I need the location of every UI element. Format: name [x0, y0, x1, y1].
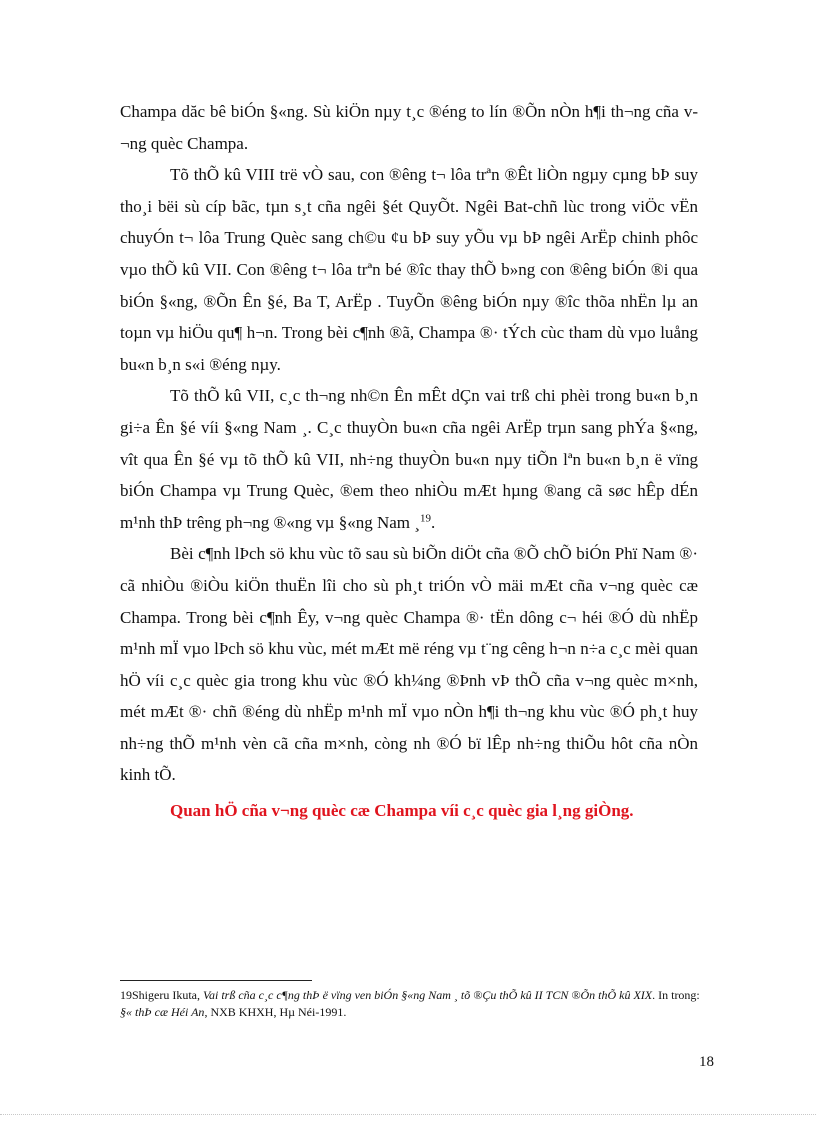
- section-heading: Quan hÖ cña v¬ng quèc cæ Champa víi c¸c quèc gia l¸ng giÒng.: [170, 801, 634, 821]
- footnote: [120, 987, 700, 1021]
- paragraph-3-text: Tõ thÕ kû VII, c¸c th¬ng nh©n Ên mÊt dÇn vai trß chi phèi trong bu«n b¸n gi÷a Ên §é víi §«ng Nam ¸. C¸c thuyÒn bu«n cña ngêi ArËp trµn sang phÝa §«ng, vît qua Ên §é vµ tõ thÕ kû VII, nh÷ng thuyÒn bu«n nµy tiÕn lªn bu«n b¸n ë vïng biÓn Champa vµ Trung Quèc, ®em theo nhiÒu mÆt hµng ®ang cã søc hÊp dÉn m¹nh thÞ trêng ph¬ng ®«ng vµ §«ng Nam ¸: [120, 386, 698, 532]
- footnote-reference[interactable]: 19: [419, 512, 431, 525]
- footnote-title: Vai trß cña c¸c c¶ng thÞ ë vïng ven biÓn §«ng Nam ¸ tõ ®Çu thÕ kû II TCN ®Õn thÕ kû XIX: [203, 988, 653, 1002]
- footnote-in: . In trong:: [652, 988, 700, 1002]
- main-text: [120, 96, 698, 827]
- paragraph-3: Tõ thÕ kû VII, c¸c th¬ng nh©n Ên mÊt dÇn vai trß chi phèi trong bu«n b¸n gi÷a Ên §é víi §«ng Nam ¸. C¸c thuyÒn bu«n cña ngêi ArËp trµn sang phÝa §«ng, vît qua Ên §é vµ tõ thÕ kû VII, nh÷ng thuyÒn bu«n nµy tiÕn lªn bu«n b¸n ë vïng biÓn Champa vµ Trung Quèc, ®em theo nhiÒu mÆt hµng ®ang cã søc hÊp dÉn m¹nh thÞ trêng ph¬ng ®«ng vµ §«ng Nam ¸$^{19}$.: [120, 386, 698, 532]
- page-number: 18: [699, 1054, 714, 1070]
- footnote-author: Shigeru Ikuta,: [132, 988, 203, 1002]
- paragraph-2: Tõ thÕ kû VIII trë vÒ sau, con ®êng t¬ lôa trªn ®Êt liÒn ngµy cµng bÞ suy tho¸i bëi sù cíp bãc, tµn s¸t cña ngêi §ét QuyÕt. Ngêi Bat-chñ lùc trong viÖc vËn chuyÓn t¬ lôa Trung Quèc sang ch©u ¢u bÞ suy yÕu vµ bÞ ngêi ArËp chinh phôc vµo thÕ kû VII. Con ®êng t¬ lôa trªn bé ®îc thay thÕ b»ng con ®êng biÓn ®i qua biÓn §«ng, ®Õn Ên §é, Ba T, ArËp . TuyÕn ®êng biÓn nµy ®îc thõa nhËn lµ an toµn vµ hiÖu qu¶ h¬n. Trong bèi c¶nh ®ã, Champa ®· tÝch cùc tham dù vµo luång bu«n b¸n s«i ®éng nµy.: [120, 165, 698, 374]
- footnote-publisher: , NXB KHXH, Hµ Néi-1991.: [204, 1005, 347, 1019]
- footnote-divider: [120, 980, 312, 981]
- footnote-number: 19: [120, 988, 132, 1002]
- paragraph-4: Bèi c¶nh lÞch sö khu vùc tõ sau sù biÕn diÖt cña ®Õ chÕ biÓn Phï Nam ®· cã nhiÒu ®iÒu kiÖn thuËn lîi cho sù ph¸t triÓn vÒ mäi mÆt cña v¬ng quèc cæ Champa. Trong bèi c¶nh Êy, v¬ng quèc Champa ®· tËn dông c¬ héi ®Ó dù nhËp m¹nh mÏ vµo lÞch sö khu vùc, mét mÆt më réng vµ t¨ng cêng h¬n n÷a c¸c mèi quan hÖ víi c¸c quèc gia trong khu vùc ®Ó kh¼ng ®Þnh vÞ thÕ cña v¬ng quèc m×nh, mét mÆt ®· chñ ®éng dù nhËp m¹nh mÏ vµo nÒn h¶i th¬ng khu vùc ®Ó ph¸t huy nh÷ng thÕ m¹nh vèn cã cña m×nh, còng nh ®Ó bï lÊp nh÷ng thiÕu hôt cña nÒn kinh tÕ.: [120, 544, 698, 785]
- page-edge: [0, 1114, 816, 1115]
- footnote-source: §« thÞ cæ Héi An: [120, 1005, 205, 1019]
- paragraph-1: Champa dăc bê biÓn §«ng. Sù kiÖn nµy t¸c ®éng to lín ®Õn nÒn h¶i th¬ng cña v¬ng quèc Champa.: [120, 102, 698, 153]
